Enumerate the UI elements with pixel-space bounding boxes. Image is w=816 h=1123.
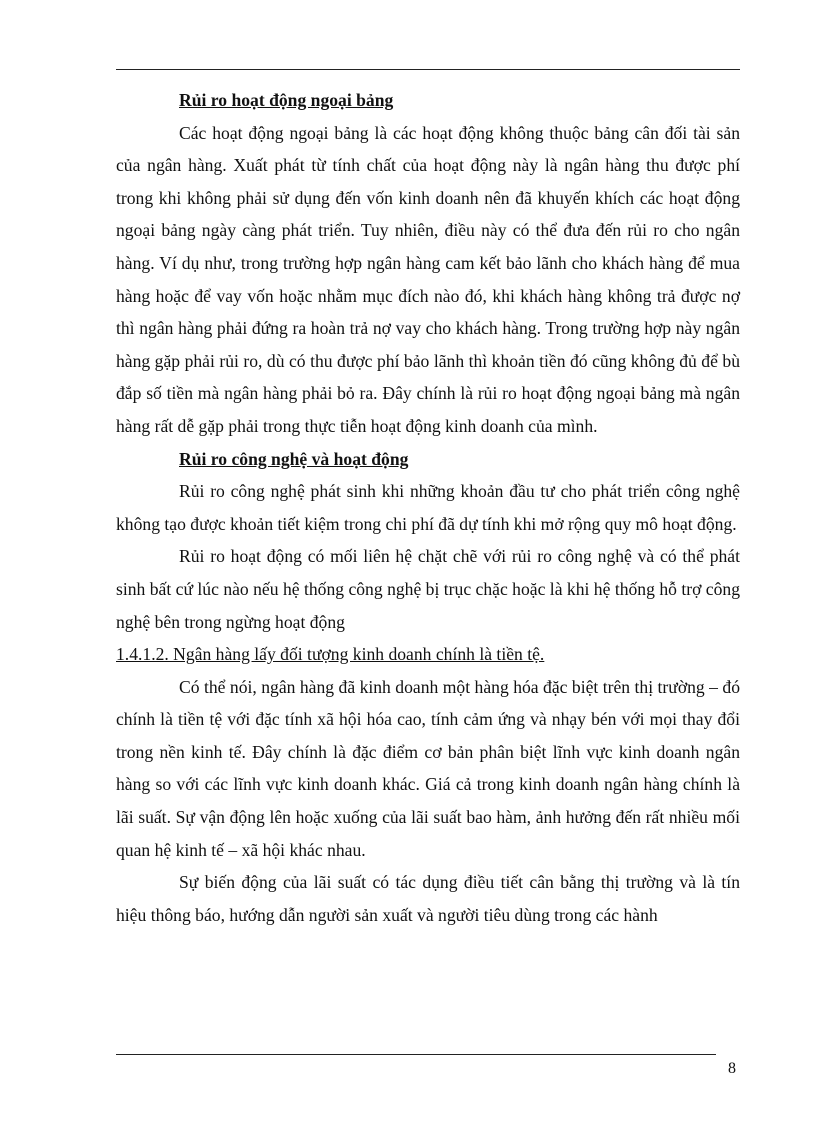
paragraph-interest-rate: Sự biến động của lãi suất có tác dụng điều tiết cân bằng thị trường và là tín hiệu thông báo, hướng dẫn người sản xuất và người tiêu dùng trong các hành bbox=[116, 872, 740, 925]
page-body bbox=[116, 84, 740, 931]
section-heading-technology-risk: Rủi ro công nghệ và hoạt động bbox=[179, 448, 409, 469]
paragraph-technology-risk: Rủi ro công nghệ phát sinh khi những khoản đầu tư cho phát triển công nghệ không tạo được khoản tiết kiệm trong chi phí đã dự tính khi mở rộng quy mô hoạt động. bbox=[116, 481, 740, 534]
header-rule bbox=[116, 69, 740, 70]
paragraph-currency-business: Có thể nói, ngân hàng đã kinh doanh một hàng hóa đặc biệt trên thị trường – đó chính là tiền tệ với đặc tính xã hội hóa cao, tính cảm ứng và nhạy bén với mọi thay đổi trong nền kinh tế. Đây chính là đặc điểm cơ bản phân biệt lĩnh vực kinh doanh ngân hàng so với các lĩnh vực kinh doanh khác. Giá cả trong kinh doanh ngân hàng chính là lãi suất. Sự vận động lên hoặc xuống của lãi suất bao hàm, ảnh hưởng đến rất nhiều mối quan hệ kinh tế – xã hội khác nhau. bbox=[116, 676, 740, 860]
subsection-heading-1-4-1-2: 1.4.1.2. Ngân hàng lấy đối tượng kinh doanh chính là tiền tệ. bbox=[116, 644, 545, 665]
paragraph-operational-risk: Rủi ro hoạt động có mối liên hệ chặt chẽ với rủi ro công nghệ và có thể phát sinh bất cứ lúc nào nếu hệ thống công nghệ bị trục chặc hoặc là khi hệ thống hỗ trợ công nghệ bên trong ngừng hoạt động bbox=[116, 546, 740, 632]
footer-rule bbox=[116, 1054, 716, 1055]
section-heading-off-balance-risk: Rủi ro hoạt động ngoại bảng bbox=[179, 90, 394, 110]
page-number: 8 bbox=[728, 1060, 736, 1077]
paragraph-off-balance-risk: Các hoạt động ngoại bảng là các hoạt động không thuộc bảng cân đối tài sản của ngân hàng. Xuất phát từ tính chất của hoạt động này là ngân hàng thu được phí trong khi không phải sử dụng đến vốn kinh doanh nên đã khuyến khích các hoạt động ngoại bảng ngày càng phát triển. Tuy nhiên, điều này có thể đưa đến rủi ro cho ngân hàng. Ví dụ như, trong trường hợp ngân hàng cam kết bảo lãnh cho khách hàng để mua hàng hoặc để vay vốn hoặc nhằm mục đích nào đó, khi khách hàng không trả được nợ thì ngân hàng phải đứng ra hoàn trả nợ vay cho khách hàng. Trong trường hợp này ngân hàng gặp phải rủi ro, dù có thu được phí bảo lãnh thì khoản tiền đó cũng không đủ để bù đắp số tiền mà ngân hàng phải bỏ ra. Đây chính là rủi ro hoạt động ngoại bảng mà ngân hàng rất dễ gặp phải trong thực tiễn hoạt động kinh doanh của mình. bbox=[116, 122, 740, 436]
